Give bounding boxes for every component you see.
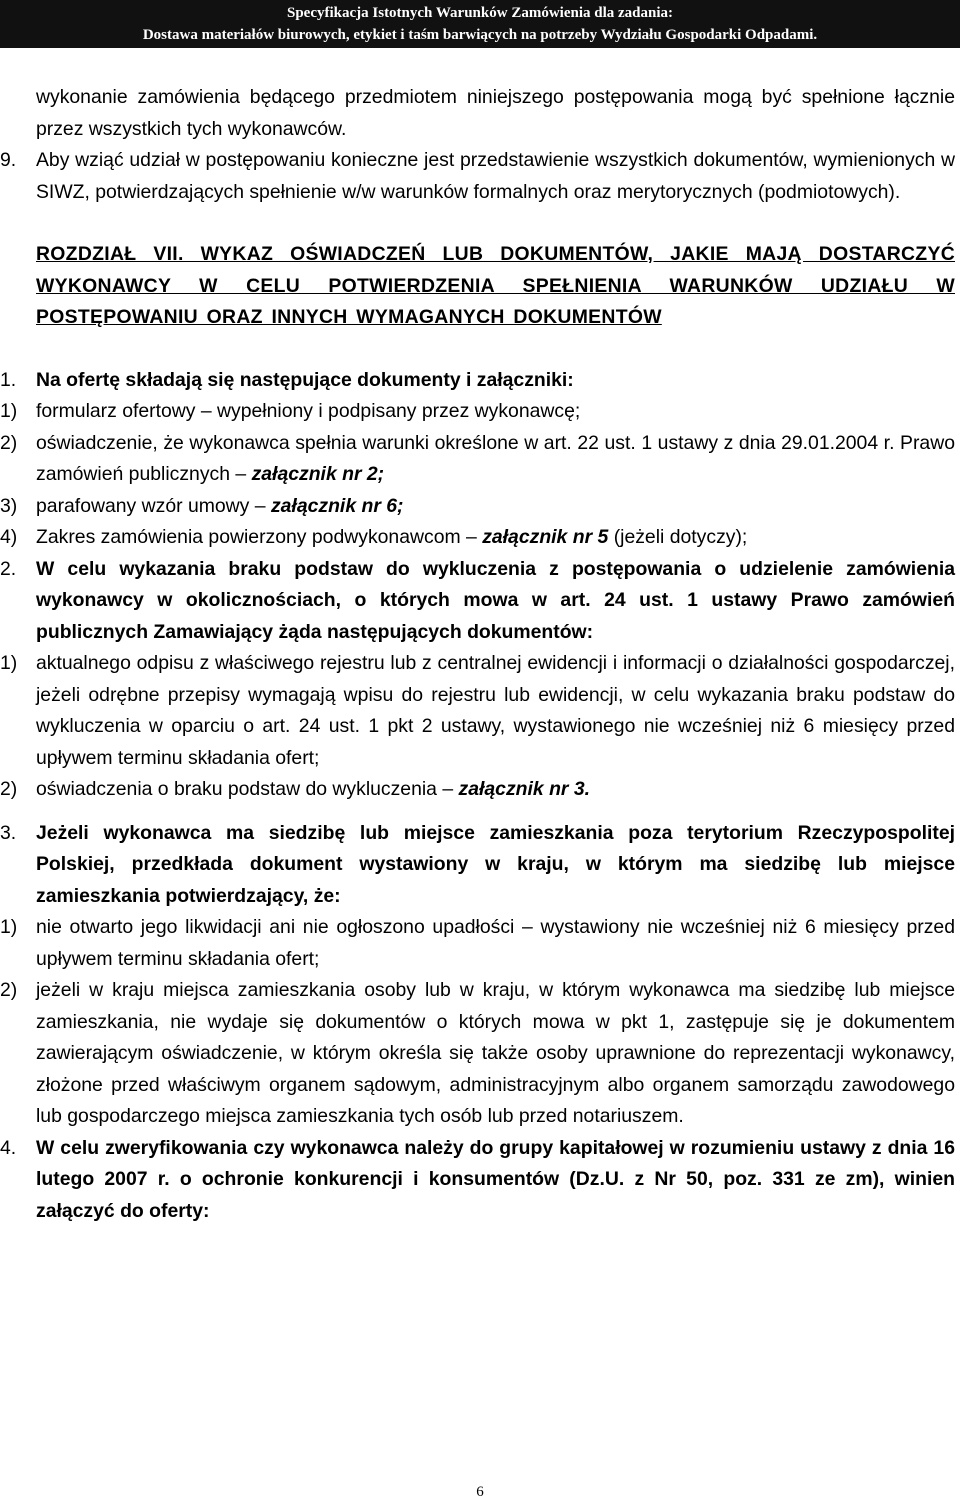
item-number: 2) [0, 979, 18, 1001]
list-item [0, 522, 960, 554]
list-item [0, 648, 960, 774]
item-number: 1) [0, 652, 18, 674]
attachment-ref: załącznik nr 5 [482, 526, 609, 548]
section-title: Na ofertę składają się następujące dokumenty i załączniki: [36, 368, 574, 391]
list-item [0, 975, 960, 1133]
document-header [0, 0, 960, 48]
list-item [0, 396, 960, 428]
item-number: 3) [0, 494, 18, 517]
attachment-ref: załącznik nr 6; [270, 494, 404, 517]
item-text: nie otwarto jego likwidacji ani nie ogłoszono upadłości – wystawiony nie wcześniej niż 6 miesięcy przed upływem terminu składania ofert; [36, 916, 955, 970]
attachment-ref: załącznik nr 3. [458, 778, 591, 800]
chapter-heading: ROZDZIAŁ VII. WYKAZ OŚWIADCZEŃ LUB DOKUMENTÓW, JAKIE MAJĄ DOSTARCZYĆ WYKONAWCY W CELU POTWIERDZENIA SPEŁNIENIA WARUNKÓW UDZIAŁU W POSTĘPOWANIU ORAZ INNYCH WYMAGANYCH DOKUMENTÓW [36, 243, 955, 328]
section-title: W celu zweryfikowania czy wykonawca należy do grupy kapitałowej w rozumieniu ustawy z dnia 16 lutego 2007 r. o ochronie konkurencji i konsumentów (Dz.U. z Nr 50, poz. 331 ze zm), winien załączyć do oferty: [36, 1136, 955, 1222]
item-body: parafowany wzór umowy – [36, 494, 266, 517]
attachment-ref: załącznik nr 2; [251, 463, 385, 485]
item-number: 2) [0, 431, 18, 454]
item-text: formularz ofertowy – wypełniony i podpisany przez wykonawcę; [36, 400, 581, 422]
section-2 [0, 554, 960, 649]
item-text [36, 522, 955, 554]
item-number: 9. [0, 149, 17, 171]
item-body: oświadczenia o braku podstaw do wykluczenia – [36, 778, 454, 800]
header-line-2: Dostawa materiałów biurowych, etykiet i taśm barwiących na potrzeby Wydziału Gospodarki Odpadami. [142, 27, 818, 43]
spacer [0, 334, 960, 365]
item-text [36, 428, 955, 491]
section-3 [0, 818, 960, 913]
item-body: oświadczenie, że wykonawca spełnia warunki określone w art. 22 ust. 1 ustawy z dnia 29.01.2004 r. Prawo zamówień publicznych – [36, 431, 955, 485]
document-body [0, 82, 960, 1227]
item-number: 1) [0, 916, 18, 938]
item-body: Zakres zamówienia powierzony podwykonawcom – [36, 526, 477, 548]
section-number: 1. [0, 368, 17, 391]
item-number: 1) [0, 400, 18, 422]
item-text: Aby wziąć udział w postępowaniu konieczne jest przedstawienie wszystkich dokumentów, wymienionych w SIWZ, potwierdzających spełnienie w/w warunków formalnych oraz merytorycznych (podmiotowych). [36, 149, 955, 203]
page-number: 6 [476, 1484, 484, 1500]
section-1 [0, 365, 960, 397]
item-number: 4) [0, 526, 18, 548]
list-item-9 [0, 145, 960, 208]
item-tail: (jeżeli dotyczy); [613, 526, 748, 548]
section-number: 3. [0, 821, 17, 844]
list-item [0, 774, 960, 806]
section-title: Jeżeli wykonawca ma siedzibę lub miejsce zamieszkania poza terytorium Rzeczypospolitej Polskiej, przedkłada dokument wystawiony w kraju, w którym ma siedzibę lub miejsce zamieszkania potwierdzający, że: [36, 821, 955, 907]
spacer [0, 806, 960, 818]
item-text: jeżeli w kraju miejsca zamieszkania osoby lub w kraju, w którym wykonawca ma siedzibę lub miejsce zamieszkania, nie wydaje się dokumentów o których mowa w pkt 1, zastępuje się je dokumentem zawierającym oświadczenie, w którym określa się także osoby uprawnione do reprezentacji wykonawcy, złożone przed właściwym organem sądowym, administracyjnym albo organem samorządu zawodowego lub gospodarczego miejsca zamieszkania tych osób lub przed notariuszem. [36, 979, 955, 1127]
section-title: W celu wykazania braku podstaw do wykluczenia z postępowania o udzielenie zamówienia wykonawcy w okolicznościach, o których mowa w art. 24 ust. 1 ustawy Prawo zamówień publicznych Zamawiający żąda następujących dokumentów: [36, 557, 955, 643]
item-number: 2) [0, 778, 18, 800]
section-number: 4. [0, 1136, 17, 1159]
list-item [0, 912, 960, 975]
item-text [36, 774, 955, 806]
item-text: aktualnego odpisu z właściwego rejestru lub z centralnej ewidencji i informacji o działalności gospodarczej, jeżeli odrębne przepisy wymagają wpisu do rejestru lub ewidencji, w celu wykazania braku podstaw do wykluczenia w oparciu o art. 24 ust. 1 pkt 2 ustawy, wystawionego nie wcześniej niż 6 miesięcy przed upływem terminu składania ofert; [36, 652, 955, 769]
list-item [0, 491, 960, 523]
list-item [0, 428, 960, 491]
spacer [0, 208, 960, 239]
paragraph-continuation: wykonanie zamówienia będącego przedmiotem niniejszego postępowania mogą być spełnione łącznie przez wszystkich tych wykonawców. [36, 86, 955, 140]
section-number: 2. [0, 557, 17, 580]
item-text [36, 491, 955, 523]
section-4 [0, 1133, 960, 1228]
header-line-1: Specyfikacja Istotnych Warunków Zamówienia dla zadania: [286, 5, 673, 21]
